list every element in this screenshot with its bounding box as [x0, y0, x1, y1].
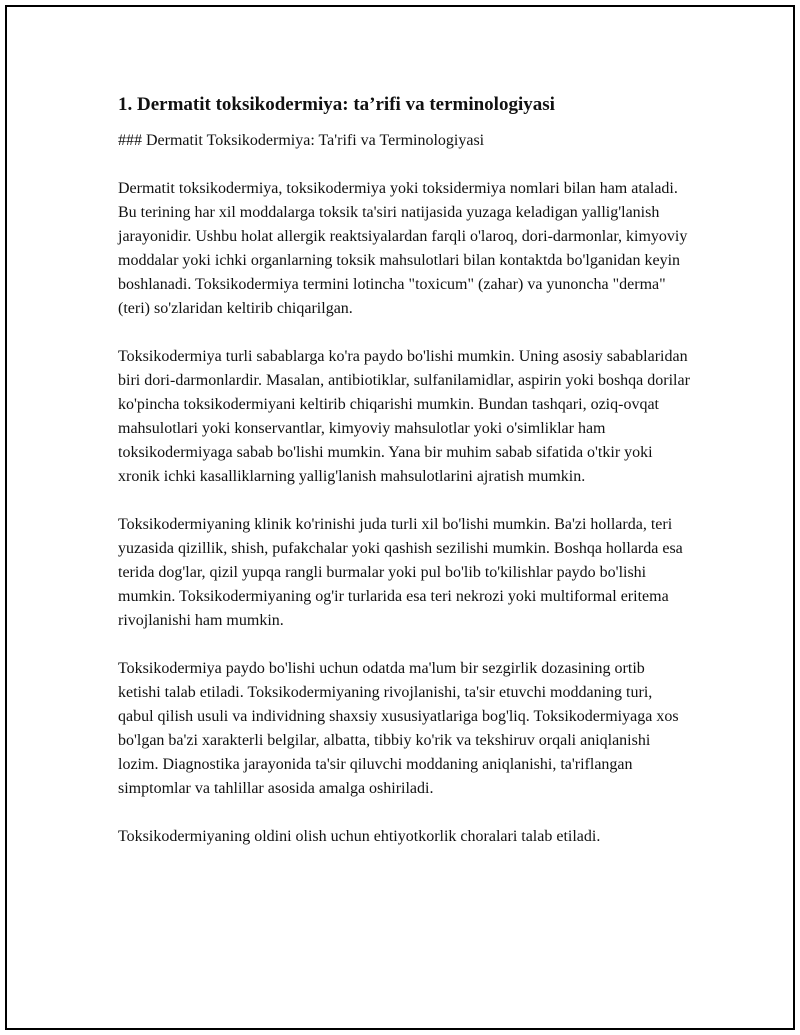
document-body — [118, 92, 690, 849]
paragraph-prevention: Toksikodermiyaning oldini olish uchun ehtiyotkorlik choralari talab etiladi. — [118, 828, 601, 845]
paragraph-definition: Dermatit toksikodermiya, toksikodermiya yoki toksidermiya nomlari bilan ham ataladi. Bu terining har xil moddalarga toksik ta'siri natijasida yuzaga keladigan yallig'lanish jarayonidir. Ushbu holat allergik reaktsiyalardan farqli o'laroq, dori-darmonlar, kimyoviy moddalar yoki ichki organlarning toksik mahsulotlari bilan kontaktda bo'lganidan keyin boshlanadi. Toksikodermiya termini lotincha "toxicum" (zahar) va yunoncha "derma" (teri) so'zlaridan keltirib chiqarilgan. — [118, 180, 688, 317]
paragraph-causes: Toksikodermiya turli sabablarga ko'ra paydo bo'lishi mumkin. Uning asosiy sabablaridan biri dori-darmonlardir. Masalan, antibiotiklar, sulfanilamidlar, aspirin yoki boshqa dorilar ko'pincha toksikodermiyani keltirib chiqarishi mumkin. Bundan tashqari, oziq-ovqat mahsulotlari yoki konservantlar, kimyoviy mahsulotlar yoki o'simliklar ham toksikodermiyaga sabab bo'lishi mumkin. Yana bir muhim sabab sifatida o'tkir yoki xronik ichki kasalliklarning yallig'lanish mahsulotlarini ajratish mumkin. — [118, 348, 690, 485]
paragraph-clinical-picture: Toksikodermiyaning klinik ko'rinishi juda turli xil bo'lishi mumkin. Ba'zi hollarda, teri yuzasida qizillik, shish, pufakchalar yoki qashish sezilishi mumkin. Boshqa hollarda esa terida dog'lar, qizil yupqa rangli burmalar yoki pul bo'lib to'kilishlar paydo bo'lishi mumkin. Toksikodermiyaning og'ir turlarida esa teri nekrozi yoki multiformal eritema rivojlanishi ham mumkin. — [118, 516, 683, 629]
paragraph-diagnosis: Toksikodermiya paydo bo'lishi uchun odatda ma'lum bir sezgirlik dozasining ortib ketishi talab etiladi. Toksikodermiyaning rivojlanishi, ta'sir etuvchi moddaning turi, qabul qilish usuli va individning shaxsiy xususiyatlariga bog'liq. Toksikodermiyaga xos bo'lgan ba'zi xarakterli belgilar, albatta, tibbiy ko'rik va tekshiruv orqali aniqlanishi lozim. Diagnostika jarayonida ta'sir qiluvchi moddaning aniqlanishi, ta'riflangan simptomlar va tahlillar asosida amalga oshiriladi. — [118, 660, 679, 797]
document-subheading: ### Dermatit Toksikodermiya: Ta'rifi va Terminologiyasi — [118, 132, 485, 149]
document-title: 1. Dermatit toksikodermiya: ta’rifi va terminologiyasi — [118, 94, 555, 115]
